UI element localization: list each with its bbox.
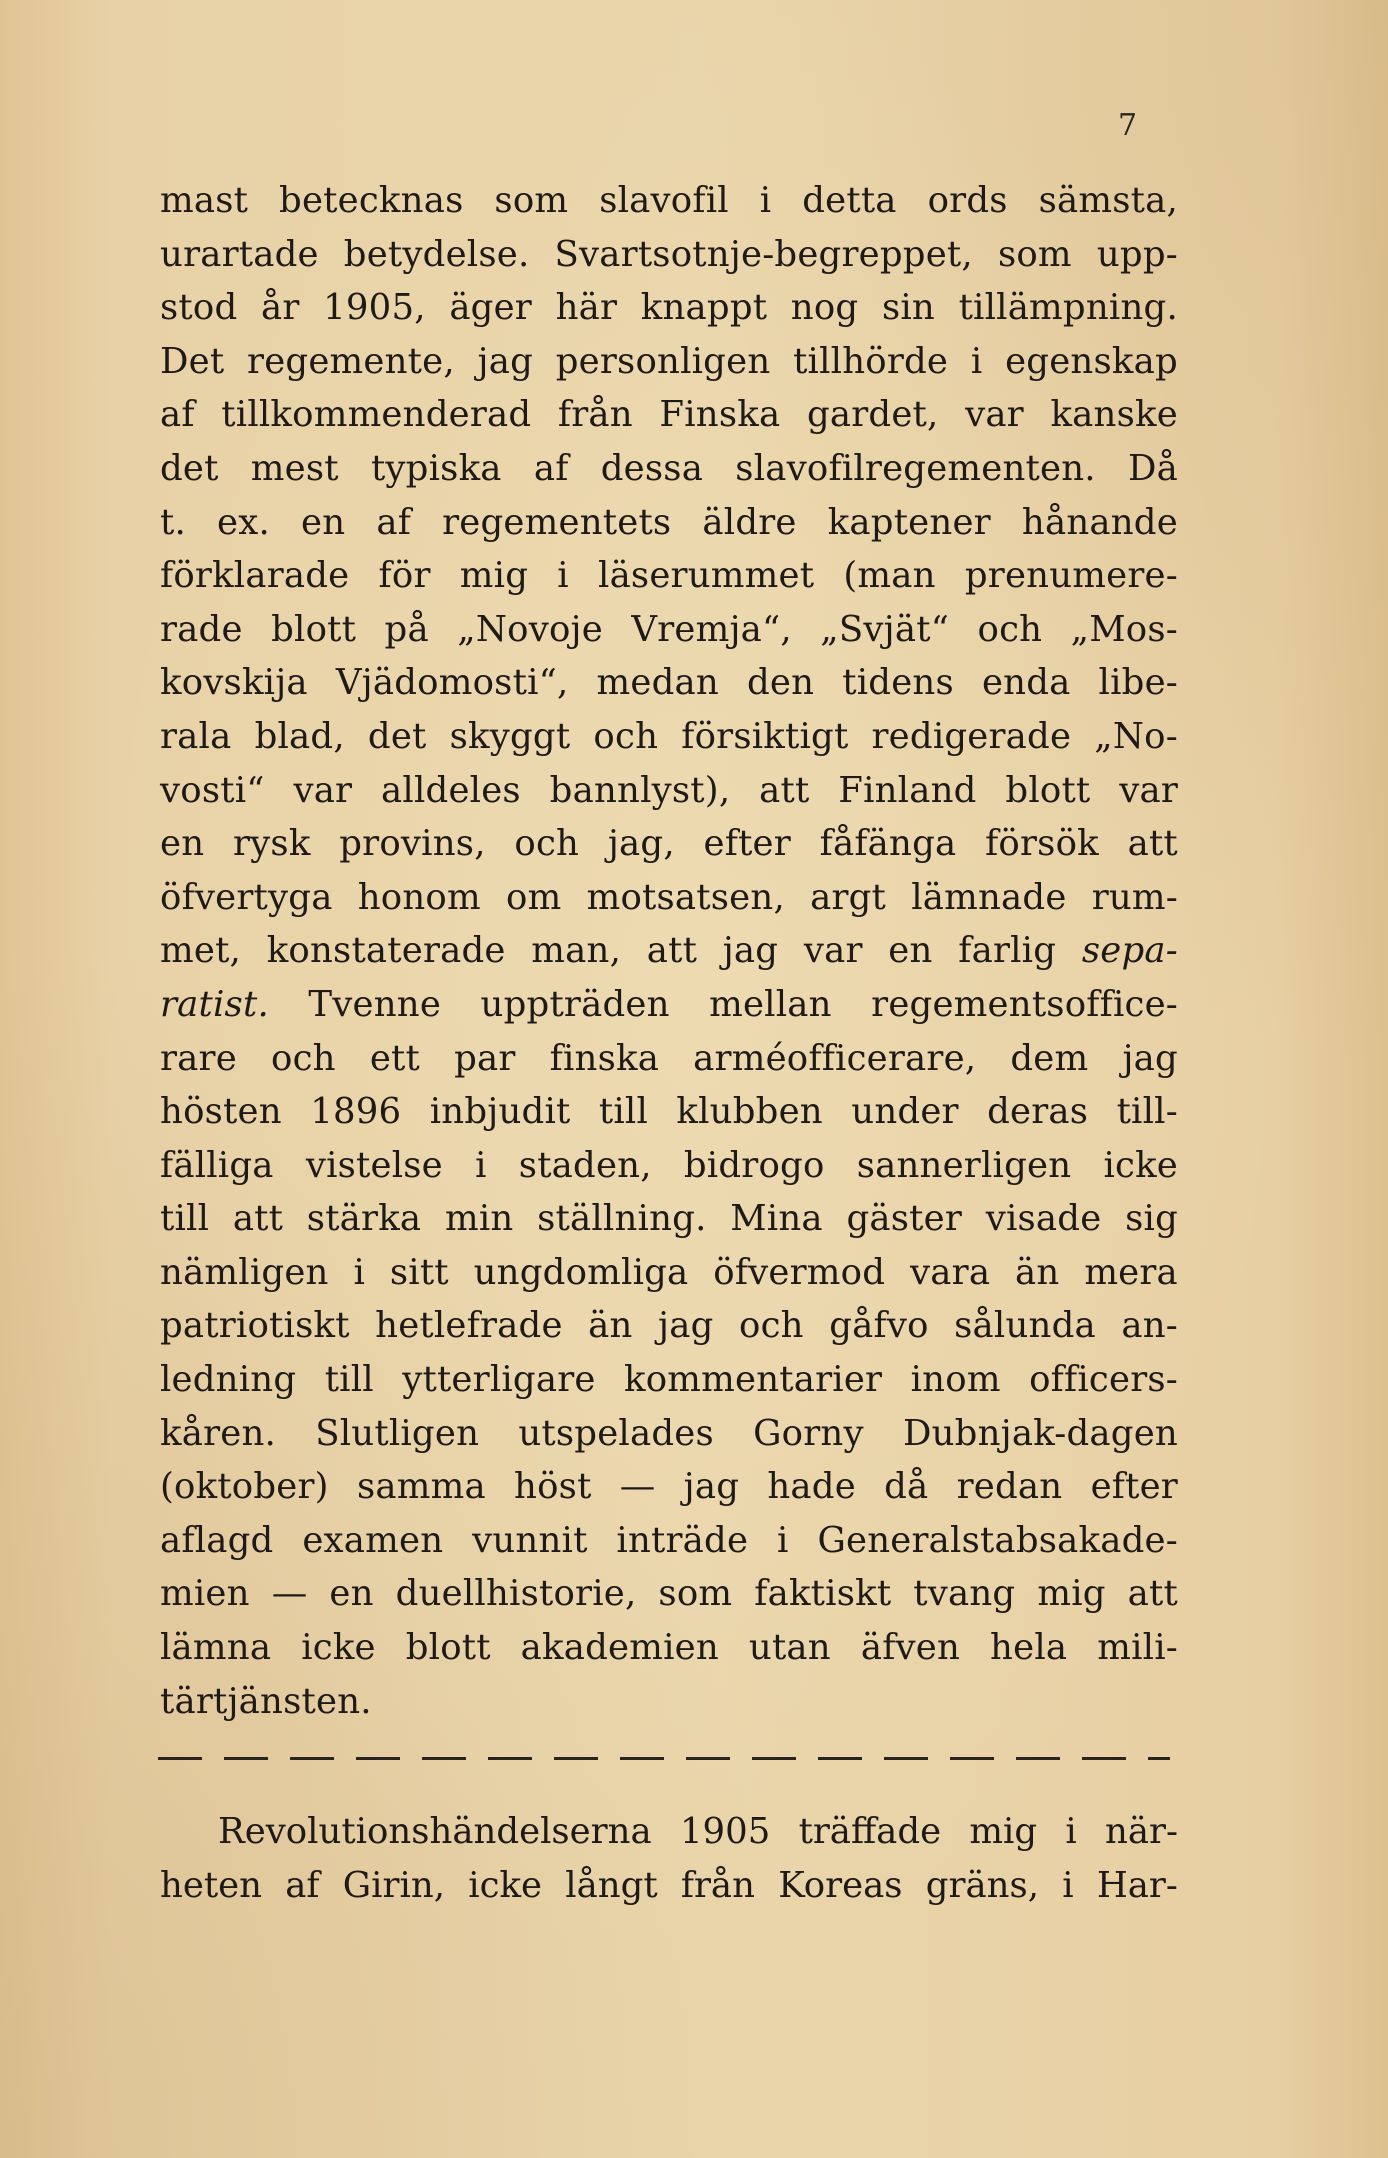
word: efter [1090,1466,1178,1508]
word: sannerligen [856,1144,1072,1186]
word: tärtjänsten. [160,1680,372,1722]
text-line [160,1032,1178,1086]
word: i [970,340,983,382]
word: vistelse [305,1144,443,1186]
word: visade [985,1198,1102,1240]
text-line [160,335,1178,389]
word: tillämpning. [958,287,1178,329]
word: aflagd [160,1519,274,1561]
word: mig [1037,1573,1106,1615]
word: i [475,1144,487,1186]
word: ett [369,1037,420,1079]
word: Dubnjak-dagen [902,1412,1178,1454]
word: ställning. [537,1198,707,1240]
text-line [160,1085,1178,1139]
word: kommentarier [624,1359,883,1401]
word: gäster [846,1198,963,1240]
word: Svartsotnje-begreppet, [554,233,973,275]
word: vunnit [472,1519,588,1561]
word: mast [160,180,249,221]
text-line [160,388,1178,442]
word: redigerade [871,715,1072,757]
word: akademien [520,1627,719,1669]
word: att [1127,823,1178,865]
word: inträde [616,1519,749,1561]
word: vosti“ [160,769,265,811]
text-line [160,656,1178,710]
word: i [759,180,772,221]
paragraph-2 [160,1805,1178,1912]
word: vara [910,1251,991,1293]
word: och [593,715,659,757]
text-line [160,1460,1178,1514]
word: regementsoffice- [871,983,1178,1025]
word: Girin, [342,1864,445,1906]
word: examen [302,1519,444,1561]
word: att [759,769,810,811]
word: var [965,394,1024,436]
word: sig [1125,1198,1178,1240]
word: tillkommenderad [221,394,532,436]
word: en [888,930,933,972]
word: met, [160,930,242,972]
word: i [557,555,569,597]
word: Vjädomosti“, [335,662,569,704]
text-line [160,1299,1178,1353]
word: Slutligen [315,1412,480,1454]
word: af [533,447,569,489]
word: Tvenne [308,983,442,1025]
word: sämsta, [1038,180,1178,221]
word: jag [477,340,534,382]
word: icke [468,1864,542,1906]
word: klubben [676,1091,823,1133]
text-line [160,1139,1178,1193]
word: sin [881,287,935,329]
word: arméofficerare, [693,1037,977,1079]
word: nämligen [160,1251,329,1293]
word: försiktigt [681,715,849,757]
word: som [494,180,569,221]
word: att [646,930,698,972]
text-line [160,1805,1178,1859]
word: det [367,715,427,757]
word: rysk [232,823,311,865]
word: farlig [958,930,1057,972]
text-line [160,1567,1178,1621]
word: om [506,876,562,918]
word: långt [565,1864,658,1906]
word: slavofilregementen. [735,447,1096,489]
word: var [803,930,863,972]
word: af [160,394,195,436]
word: här [555,287,618,329]
word: argt [810,876,887,918]
word: Revolutionshändelserna [218,1811,652,1852]
word: alldeles [381,769,521,811]
word: knappt [640,287,768,329]
word: den [747,662,815,704]
text-line [160,496,1178,550]
word: skyggt [449,715,571,757]
text-line [160,228,1178,282]
word: förklarade [160,555,350,597]
word: från [680,1864,755,1906]
word: stod [160,287,238,329]
word: mellan [709,983,832,1025]
word: nog [790,287,859,329]
word: kovskija [160,662,308,704]
word: Finland [838,769,977,811]
text-line [160,978,1178,1032]
text-line [160,603,1178,657]
word: (oktober) [160,1466,329,1508]
word: jag, [607,823,675,865]
word: „Novoje [457,608,603,650]
word: mera [1084,1251,1178,1293]
word: som [658,1573,733,1615]
word: af [376,501,412,543]
text-line [160,549,1178,603]
word: lämnade [911,876,1067,918]
word: mest [250,447,339,489]
word: under [851,1091,959,1133]
word: sitt [389,1251,449,1293]
word: regementets [442,501,672,543]
word: mig [459,555,529,597]
word: en [329,1573,374,1615]
word: „Mos- [1070,608,1178,650]
text-line [160,924,1178,978]
word: dem [1010,1037,1089,1079]
word: lämna [160,1627,272,1669]
word: äfven [860,1627,961,1669]
word: läserummet [598,555,815,597]
word: än [1015,1251,1060,1293]
word: par [454,1037,516,1079]
word: kaptener [827,501,991,543]
word: jag [683,1466,740,1508]
word: sålunda [954,1305,1096,1347]
word: fälliga [160,1144,274,1186]
word: enda [981,662,1071,704]
word: och [271,1037,336,1079]
word: gåfvo [829,1305,929,1347]
paragraph-1 [160,174,1178,1728]
word: äger [449,287,532,329]
word: mig [969,1811,1038,1852]
word: bannlyst), [549,769,731,811]
word: till [598,1091,649,1133]
word: upp- [1096,233,1178,275]
word: t. [160,501,186,543]
word: ytterligare [402,1359,596,1401]
text-line [160,764,1178,818]
word: medan [596,662,719,704]
word: hånande [1021,501,1178,543]
word: för [378,555,431,597]
word: tidens [842,662,954,704]
word: Har- [1096,1864,1178,1906]
word: motsatsen, [586,876,785,918]
word: urartade [160,233,319,275]
word: blott [271,608,357,650]
word: regemente, [247,340,455,382]
word: Gorny [753,1412,864,1454]
word: i [777,1519,789,1561]
text-line [160,1621,1178,1675]
word: inom [910,1359,1001,1401]
word: staden, [518,1144,652,1186]
word: inbjudit [429,1091,571,1133]
word: betecknas [279,180,464,221]
text-line [160,871,1178,925]
word: man, [531,930,622,972]
word: gardet, [806,394,939,436]
word: var [1119,769,1178,811]
word: jag [1122,1037,1178,1079]
word: Vremja“, [631,608,792,650]
word: hetlefrade [375,1305,563,1347]
word: rala [160,715,232,757]
word: blad, [254,715,345,757]
word: än [588,1305,633,1347]
word: då [884,1466,929,1508]
word: „No- [1094,715,1178,757]
word: tvang [913,1573,1016,1615]
text-line [160,1859,1178,1913]
word: 1896 [310,1091,402,1133]
word: ungdomliga [473,1251,689,1293]
word: Finska [659,394,781,436]
word: slavofil [599,180,729,221]
word: faktiskt [754,1573,892,1615]
word: till [160,1198,210,1240]
word: ex. [217,501,270,543]
word: rum- [1091,876,1178,918]
text-line [160,817,1178,871]
word: Mina [730,1198,823,1240]
word: och [514,823,580,865]
word: betydelse. [343,233,530,275]
word: fåfänga [819,823,957,865]
word: stärka [306,1198,422,1240]
word: kåren. [160,1412,277,1454]
section-separator [158,1757,1170,1760]
word: hade [767,1466,856,1508]
word: redan [956,1466,1063,1508]
word: min [444,1198,514,1240]
word: blott [405,1627,491,1669]
word: utspelades [518,1412,714,1454]
word: Generalstabsakade- [817,1519,1178,1561]
word: (man [843,555,936,597]
text-line [160,442,1178,496]
word: prenumere- [964,555,1178,597]
text-line [160,1246,1178,1300]
word: som [997,233,1072,275]
word: af [285,1864,320,1906]
word: 1905 [679,1811,771,1852]
word: Koreas [778,1864,903,1906]
word: icke [1103,1144,1178,1186]
word: libe- [1098,662,1178,704]
word: utan [748,1627,831,1669]
word: i [1062,1864,1074,1906]
word: „Svjät“ [820,608,950,650]
word: patriotiskt [160,1305,350,1347]
word: gräns, [925,1864,1039,1906]
word: att [1127,1573,1178,1615]
word: rade [160,608,243,650]
text-line [160,1192,1178,1246]
word: träffade [798,1811,942,1852]
word: heten [160,1864,263,1906]
word: ratist. [160,983,269,1025]
word: öfvermod [713,1251,886,1293]
word: rare [160,1037,237,1079]
word: egenskap [1005,340,1178,382]
text-line [160,1353,1178,1407]
word: att [232,1198,284,1240]
word: försök [985,823,1099,865]
word: honom [357,876,481,918]
word: hösten [160,1091,282,1133]
word: detta [802,180,897,221]
text-line [160,174,1178,228]
word: från [557,394,633,436]
word: hela [990,1627,1068,1669]
word: finska [549,1037,660,1079]
word: officers- [1029,1359,1178,1401]
word: an- [1121,1305,1178,1347]
word: var [293,769,353,811]
word: provins, [339,823,486,865]
word: efter [703,823,791,865]
word: mili- [1097,1627,1178,1669]
word: — [271,1573,308,1615]
word: äldre [702,501,797,543]
word: icke [301,1627,376,1669]
word: ords [927,180,1008,221]
word: till [324,1359,374,1401]
word: blott [1005,769,1091,811]
text-line [160,1514,1178,1568]
word: i [353,1251,366,1293]
word: samma [356,1466,486,1508]
word: kanske [1050,394,1178,436]
word: konstaterade [266,930,506,972]
word: duellhistorie, [395,1573,637,1615]
word: i [1065,1811,1077,1852]
word: när- [1105,1811,1178,1852]
word: och [739,1305,804,1347]
word: jag [722,930,779,972]
word: år [260,287,300,329]
word: — [619,1466,656,1508]
word: typiska [370,447,502,489]
word: ledning [160,1359,297,1401]
word: uppträden [480,983,670,1025]
word: höst [514,1466,592,1508]
word: personligen [555,340,771,382]
word: jag [658,1305,714,1347]
text-line [160,281,1178,335]
word: 1905, [323,287,426,329]
word: Det [160,340,225,382]
text-line [160,1407,1178,1461]
word: på [384,608,429,650]
word: sepa- [1081,930,1178,972]
word: mien [160,1573,250,1615]
word: till- [1116,1091,1178,1133]
word: bidrogo [683,1144,825,1186]
word: och [977,608,1043,650]
text-line [160,710,1178,764]
word: dessa [600,447,704,489]
word: Då [1127,447,1178,489]
page-number: 7 [1118,108,1138,143]
word: tillhörde [793,340,949,382]
word: det [160,447,219,489]
text-line [160,1675,1178,1729]
word: en [160,823,205,865]
word: öfvertyga [160,876,333,918]
word: deras [987,1091,1089,1133]
word: en [301,501,346,543]
